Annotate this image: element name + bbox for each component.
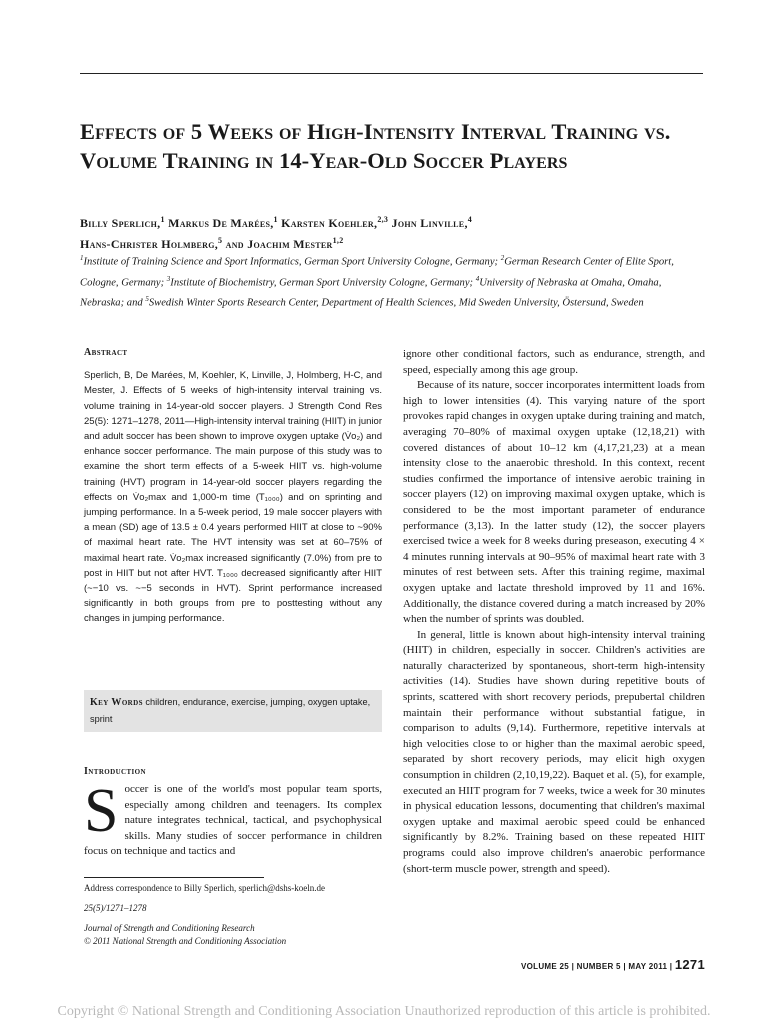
author: Billy Sperlich,$^1$ <box>80 215 165 230</box>
paragraph: ignore other conditional factors, such as endurance, strength, and speed, especially among this age group. <box>403 348 705 376</box>
page-number: 1271 <box>674 957 705 972</box>
author: Karsten Koehler,$^{2,3}$ <box>281 215 389 230</box>
drop-cap: S <box>84 777 119 845</box>
keywords-heading: Key Words <box>90 697 143 708</box>
copyright-note: © 2011 National Strength and Conditioning Association <box>84 936 287 946</box>
affiliations: $^1$Institute of Training Science and Sport Informatics, German Sport University Cologne, Germany; $^2$German Research Center of Elite Sport, Cologne, Germany; $^3$Institute of Biochemistry, German Sport University Cologne, Germany; $^4$University of Nebraska at Omaha, Omaha, Nebraska; and $^5$Swedish Winter Sports Research Center, Department of Health Sciences, Mid Sweden University, Östersund, Sweden <box>80 254 674 309</box>
citation-note: 25(5)/1271–1278 <box>84 903 147 913</box>
paragraph: Because of its nature, soccer incorporates intermittent loads from high to lower intensities (4). This varying nature of the sport provokes rapid changes in oxygen uptake during training and match, averaging 70–80% of maximal oxygen uptake (12,18,21) with covered distances of about 10–12 km (4,17,21,23) at a mean intensity close to the anaerobic threshold. In this context, recent studies confirmed the importance of intensive aerobic training in soccer players (12) on improving maximal oxygen uptake, which is considered to be the most important parameter of endurance performance (3,13). In the latter study (12), the soccer players exercised twice a week for 8 weeks during preseason, executing 4 × 4 minutes running intervals at 90–95% of maximal heart rate with 3 minutes of rest between sets. After this training regime, maximal oxygen uptake and lactate threshold improved by 11 and 16%. Additionally, the distance covered during a match increased by 20% when the number of sprints was doubled. <box>403 379 705 626</box>
journal-note: Journal of Strength and Conditioning Research <box>84 923 255 933</box>
author-list <box>80 211 710 253</box>
abstract-section <box>84 345 382 627</box>
body-column-right <box>403 347 705 877</box>
abstract-text: Sperlich, B, De Marées, M, Koehler, K, Linville, J, Holmberg, H-C, and Mester, J. Effects of 5 weeks of high-intensity interval training vs. volume training in 14-year-old soccer players. J Strength Cond Res 25(5): 1271–1278, 2011—High-intensity interval training (HIIT) in junior and adult soccer has been shown to improve oxygen uptake (V̇o₂) and enhance soccer performance. The main purpose of this study was to examine the short term effects of a 5-week HIIT vs. high-volume training (HVT) program in 14-year-old soccer players regarding the effects on V̇o₂max and 1,000-m time (T₁₀₀₀) and on sprinting and jumping performance. In a 5-week period, 19 male soccer players with a mean (SD) age of 13.5 ± 0.4 years performed HIIT at close to ~90% of maximal heart rate. The HVT intensity was set at 60–75% of maximal heart rate. V̇o₂max increased significantly (7.0%) from pre to post in HIIT but not after HVT. T₁₀₀₀ decreased significantly after HIIT (~−10 vs. ~−5 seconds in HVT). Sprint performance increased significantly in both groups from pre to posttesting without any changes in jumping performance. <box>84 370 382 625</box>
keywords-text: children, endurance, exercise, jumping, oxygen uptake, sprint <box>90 697 371 724</box>
author: and Joachim Mester$^{1,2}$ <box>225 236 344 251</box>
introduction-text: Soccer is one of the world's most popular team sports, especially among children and teenagers. Its complex nature integrates technical, tactical, and psychophysical skills. Many studies of soccer performance in children focus on technique and tactics and <box>84 777 382 858</box>
author: Hans-Christer Holmberg,$^5$ <box>80 236 223 251</box>
top-rule <box>80 73 703 74</box>
abstract-heading: Abstract <box>84 347 128 358</box>
keywords-box <box>84 690 382 732</box>
paragraph: In general, little is known about high-intensity interval training (HIIT) in children, especially in soccer. Children's activities are naturally characterized by spontaneous, short-term high-intensity activities (14). Studies have shown during repetitive bouts of sprints, scattered with short recovery periods, prepubertal children maintain their performance without substantial fatigue, in comparison to adults (9,14). Furthermore, repetitive intervals at high velocities close to or higher than the maximal aerobic speed, separated by short recovery periods, may elicit high oxygen consumption in children (2,10,19,22). Baquet et al. (5), for example, executed an HIIT program for 7 weeks, twice a week for 30 minutes in physical education lessons, documenting that children's maximal oxygen uptake and maximal aerobic speed could be enhanced significantly by 8.2%. Training based on these repeated HIIT programs could also improve children's anaerobic performance (short-term muscle power, strength and speed). <box>403 628 705 875</box>
page-footer <box>500 957 705 972</box>
footnotes <box>84 882 384 955</box>
introduction-heading: Introduction <box>84 766 146 777</box>
author: Markus De Marées,$^1$ <box>168 215 278 230</box>
issue-info: VOLUME 25 | NUMBER 5 | MAY 2011 | <box>521 962 673 971</box>
correspondence-note: Address correspondence to Billy Sperlich, sperlich@dshs-koeln.de <box>84 883 325 893</box>
footnote-rule <box>84 877 264 878</box>
article-title: Effects of 5 Weeks of High-Intensity Interval Training vs. Volume Training in 14-Year-Old Soccer Players <box>80 119 671 173</box>
copyright-watermark: Copyright © National Strength and Conditioning Association Unauthorized reproduction of this article is prohibited. <box>57 1004 711 1019</box>
author: John Linville,$^4$ <box>391 215 473 230</box>
